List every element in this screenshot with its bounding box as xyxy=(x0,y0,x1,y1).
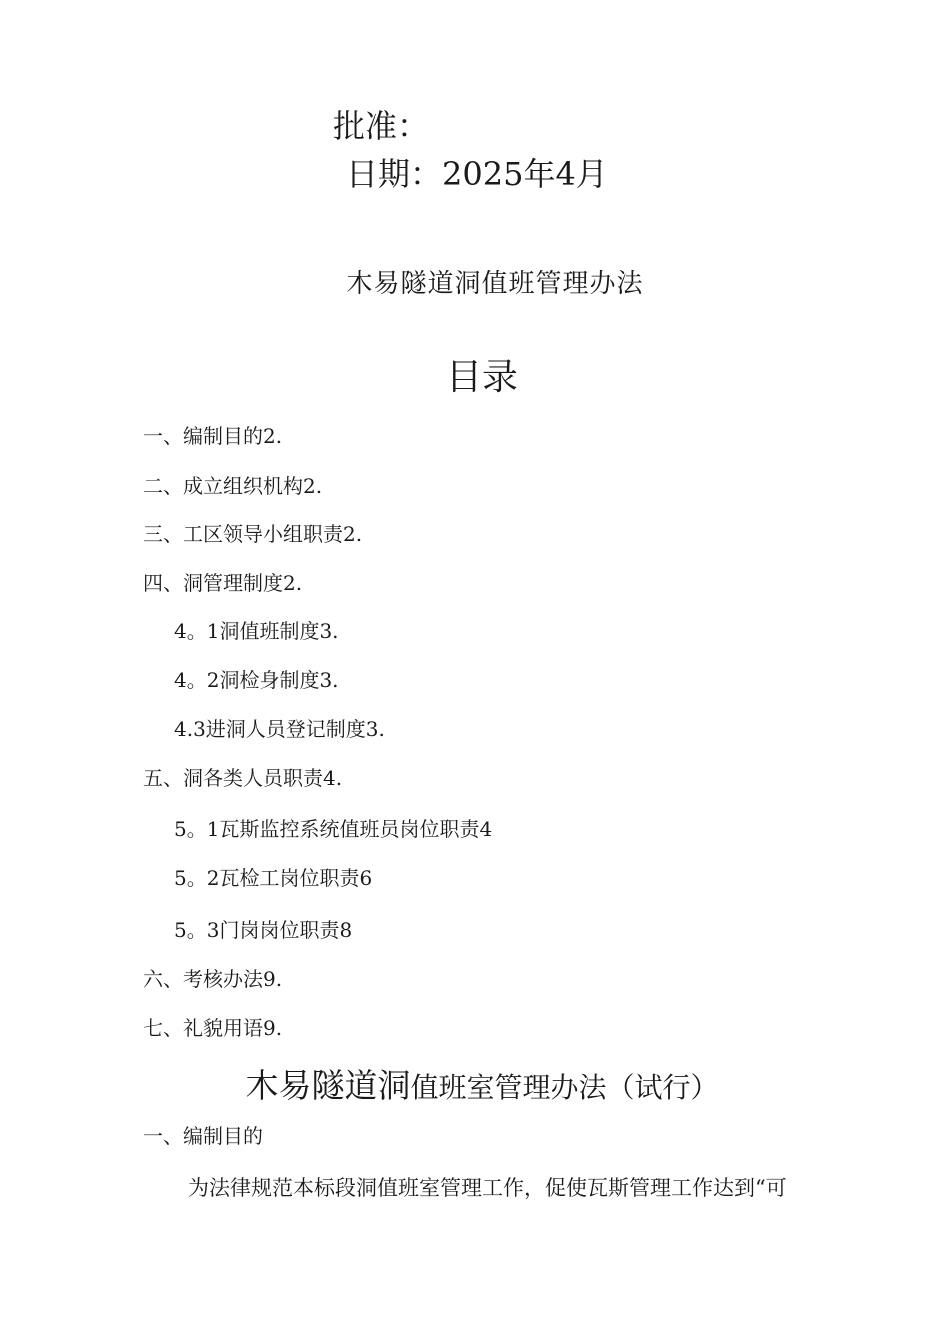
toc-item: 4。2洞检身制度3. xyxy=(174,668,339,692)
toc-item: 四、洞管理制度2. xyxy=(143,571,303,595)
toc-item: 一、编制目的2. xyxy=(143,424,283,448)
section-heading: 一、编制目的 xyxy=(143,1124,263,1148)
toc-item: 5。1瓦斯监控系统值班员岗位职责4 xyxy=(174,817,493,841)
toc-item: 5。2瓦检工岗位职责6 xyxy=(174,866,373,890)
document-title: 木易隧道洞值班管理办法 xyxy=(346,269,644,299)
toc-item: 二、成立组织机构2. xyxy=(143,474,323,498)
toc-item: 六、考核办法9. xyxy=(143,967,283,991)
date-line: 日期：2025年4月 xyxy=(346,155,608,193)
toc-item: 三、工区领导小组职责2. xyxy=(143,522,363,546)
main-title-rest: 值班室管理办法（试行） xyxy=(410,1071,719,1104)
body-paragraph: 为法律规范本标段洞值班室管理工作，促使瓦斯管理工作达到“可 xyxy=(188,1176,787,1200)
main-title-large: 木易隧道洞 xyxy=(245,1066,411,1105)
main-title xyxy=(0,1066,950,1108)
toc-item: 五、洞各类人员职责4. xyxy=(143,766,343,790)
toc-title: 目录 xyxy=(445,357,518,398)
toc-item: 5。3门岗岗位职责8 xyxy=(174,918,353,942)
approval-label: 批准： xyxy=(333,107,430,145)
toc-item: 七、礼貌用语9. xyxy=(143,1016,283,1040)
toc-item: 4.3进洞人员登记制度3. xyxy=(174,717,385,741)
toc-item: 4。1洞值班制度3. xyxy=(174,619,339,643)
